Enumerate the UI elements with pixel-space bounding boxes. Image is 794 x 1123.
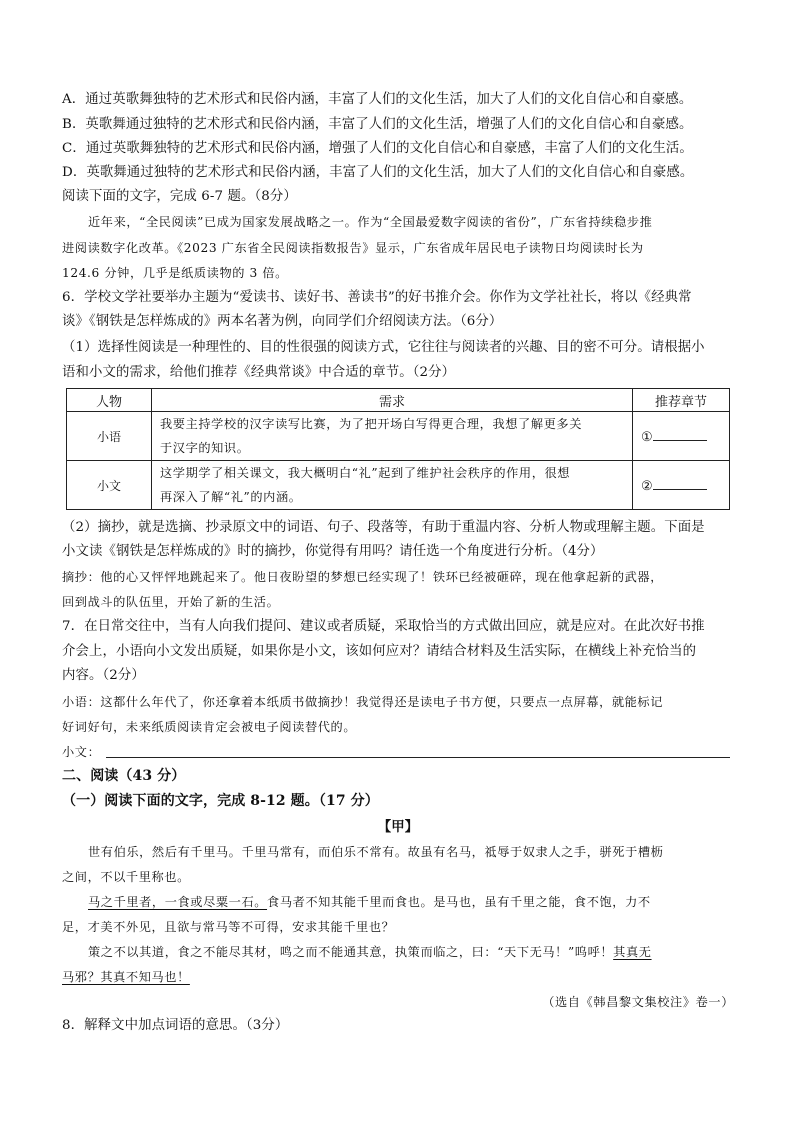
classical-text: 策之不以其道，食之不能尽其材，鸣之而不能通其意，执策而临之，曰：“天下无马！”呜呼！ [88,945,614,959]
option-a: A．通过英歌舞独特的艺术形式和民俗内涵，丰富了人们的文化生活，加大了人们的文化自信心和自豪感。 [62,92,693,107]
need-line: 我要主持学校的汉字读写比赛，为了把开场白写得更合理，我想了解更多关 [160,417,582,431]
question-7: 介会上，小语向小文发出质疑，如果你是小文，该如何应对？请结合材料及生活实际，在横线上补充恰当的 [62,644,697,659]
answer-blank[interactable] [653,428,707,441]
question-7: 7．在日常交往中，当有人向我们提问、建议或者质疑，采取恰当的方式做出回应，就是应对。在此次好书推 [62,619,705,634]
excerpt-line: 摘抄：他的心又怦怦地跳起来了。他日夜盼望的梦想已经实现了！铁环已经被砸碎，现在他拿起新的武器， [62,570,664,584]
chapter-answer-cell[interactable] [633,461,730,510]
chapter-answer-cell[interactable] [633,412,730,461]
xiaoyu-dialogue: 好词好句，未来纸质阅读肯定会被电子阅读替代的。 [62,720,357,734]
recommendation-table [66,388,730,510]
classical-line [62,890,760,914]
excerpt-line: 回到战斗的队伍里，开始了新的生活。 [62,595,280,609]
classical-line: 之间，不以千里称也。 [62,870,190,884]
classical-line: 世有伯乐，然后有千里马。千里马常有，而伯乐不常有。故虽有名马，祗辱于奴隶人之手，骈死于槽枥 [88,845,664,859]
xiaoyu-dialogue: 小语：这都什么年代了，你还拿着本纸质书做摘抄！我觉得还是读电子书方便，只要点一点屏幕，就能标记 [62,695,664,709]
option-c: C．通过英歌舞独特的艺术形式和民俗内涵，增强了人们的文化自信心和自豪感，丰富了人们的文化生活。 [62,141,693,156]
option-b: B．英歌舞通过独特的艺术形式和民俗内涵，丰富了人们的文化生活，增强了人们的文化自信心和自豪感。 [62,117,693,132]
question-6-2: （2）摘抄，就是选摘、抄录原文中的词语、句子、段落等，有助于重温内容、分析人物或理解主题。下面是 [62,520,705,535]
classical-text: 食马者不知其能千里而食也。是马也，虽有千里之能，食不饱，力不 [267,895,651,909]
material-line: 124.6 分钟，几乎是纸质读物的 3 倍。 [62,266,288,280]
section-2-title: 二、阅读（43 分） [62,768,186,784]
question-6-2: 小文读《钢铁是怎样炼成的》时的摘抄，你觉得有用吗？请任选一个角度进行分析。（4分） [62,544,604,559]
table-header-row [67,389,730,412]
question-6: 谈》《钢铁是怎样炼成的》两本名著为例，向同学们介绍阅读方法。（6分） [62,314,503,329]
need-line: 再深入了解“礼”的内涵。 [160,490,302,504]
question-7: 内容。（2分） [62,668,145,683]
header-need: 需求 [152,389,633,412]
option-d: D．英歌舞通过独特的艺术形式和民俗内涵，丰富了人们的文化生活，加大了人们的文化自信心和自豪感。 [62,165,694,180]
answer-mark: ① [641,429,653,445]
question-6-1: （1）选择性阅读是一种理性的、目的性很强的阅读方式，它往往与阅读者的兴趣、目的密不可分。请根据小 [62,340,705,355]
header-person: 人物 [67,389,152,412]
table-row [67,461,730,510]
need-cell [152,412,633,461]
classical-line: 足，才美不外见，且欲与常马等不可得，安求其能千里也？ [62,920,395,934]
source-note: （选自《韩昌黎文集校注》卷一） [542,995,734,1009]
need-cell [152,461,633,510]
person-cell: 小语 [67,412,152,461]
underlined-sentence: 其真无 [613,945,652,959]
material-line: 近年来，“全民阅读”已成为国家发展战略之一。作为“全国最爱数字阅读的省份”，广东省持续稳步推 [88,215,653,229]
question-8: 8．解释文中加点词语的意思。（3分） [62,1018,289,1033]
jia-title: 【甲】 [377,819,419,835]
classical-line [62,965,734,989]
question-6: 6．学校文学社要举办主题为“爱读书、读好书、善读书”的好书推介会。你作为文学社社长，将以《经典常 [62,290,692,305]
table-row [67,412,730,461]
header-chapter: 推荐章节 [633,389,730,412]
part-1-title: （一）阅读下面的文字，完成 8-12 题。（17 分） [62,793,379,809]
person-cell: 小文 [67,461,152,510]
answer-mark: ② [641,478,653,494]
xiaowen-label: 小文： [62,745,101,759]
answer-blank[interactable] [653,477,707,490]
underlined-sentence: 马邪？其真不知马也！ [62,970,190,984]
classical-line [62,940,760,964]
xiaowen-answer-line[interactable] [106,757,730,758]
underlined-sentence: 马之千里者，一食或尽粟一石。 [88,895,268,909]
material-line: 进阅读数字化改革。《2023 广东省全民阅读指数报告》显示，广东省成年居民电子读物日均阅读时长为 [62,241,644,255]
question-6-1: 语和小文的需求，给他们推荐《经典常谈》中合适的章节。（2分） [62,365,456,380]
need-line: 于汉字的知识。 [160,441,250,455]
need-line: 这学期学了相关课文，我大概明白“礼”起到了维护社会秩序的作用，很想 [160,466,571,480]
reading-intro: 阅读下面的文字，完成 6-7 题。（8分） [62,189,297,204]
